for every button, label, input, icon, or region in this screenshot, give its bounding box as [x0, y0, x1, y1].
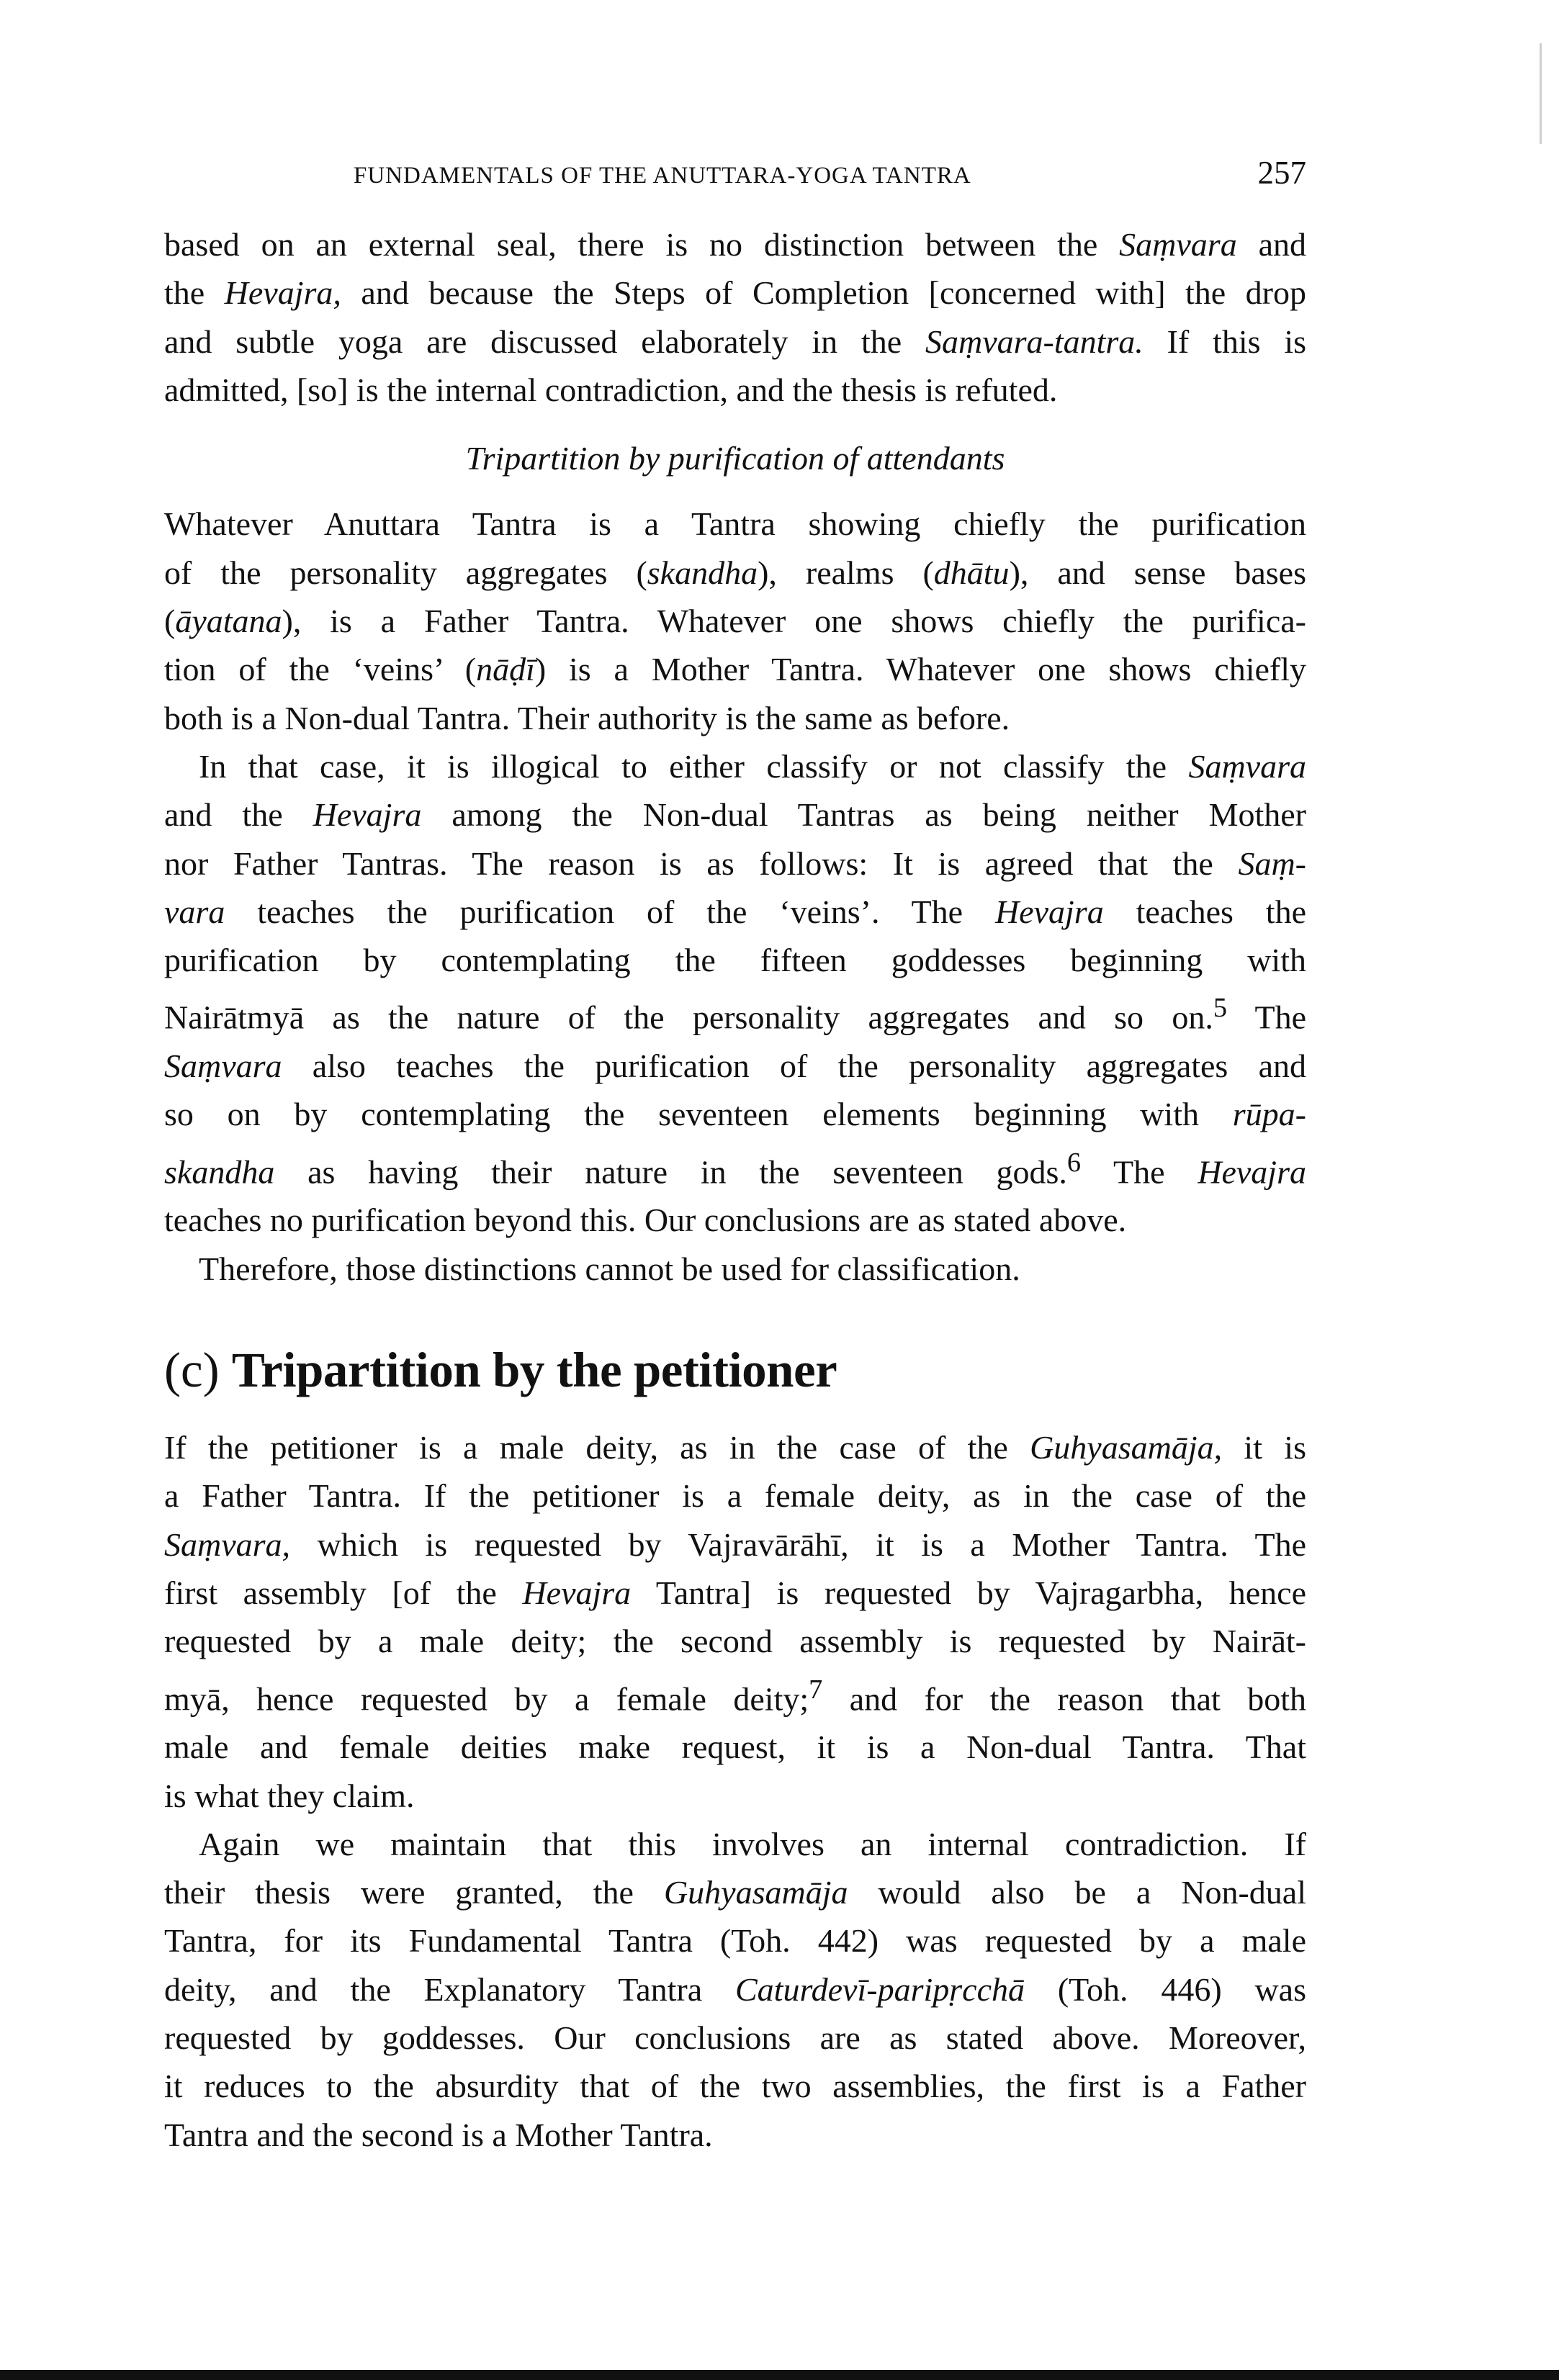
text-line: Saṃvara also teaches the purification of the personality aggregates and [164, 1047, 1306, 1085]
text-line: of the personality aggregates (skandha), realms (dhātu), and sense bases [164, 554, 1306, 591]
text-line: Tantra, for its Fundamental Tantra (Toh. 442) was requested by a male [164, 1922, 1306, 1960]
paragraph-contradiction [164, 1820, 1306, 2159]
text-line: their thesis were granted, the Guhyasamāja would also be a Non-dual [164, 1874, 1307, 1911]
text-line: and subtle yoga are discussed elaborately in the Saṃvara-tantra. If this is [164, 323, 1307, 360]
paragraph-classification [164, 742, 1306, 1245]
text-line: teaches no purification beyond this. Our conclusions are as stated above. [164, 1202, 1127, 1239]
text-line: myā, hence requested by a female deity;$^7$ and for the reason that both [164, 1674, 1306, 1717]
text-line: male and female deities make request, it is a Non-dual Tantra. That [164, 1728, 1306, 1766]
text-line: and the Hevajra among the Non-dual Tantras as being neither Mother [164, 796, 1306, 834]
text-line: deity, and the Explanatory Tantra Caturdevī-paripṛcchā (Toh. 446) was [164, 1970, 1307, 2008]
text-line: nor Father Tantras. The reason is as follows: It is agreed that the Saṃ- [164, 844, 1306, 882]
text-line: the Hevajra, and because the Steps of Completion [concerned with] the drop [164, 274, 1306, 312]
paragraph-continuation [164, 220, 1306, 414]
footnote-ref-5: 5 [1213, 993, 1228, 1024]
text-line: Tantra and the second is a Mother Tantra. [164, 2116, 713, 2153]
footnote-ref-6: 6 [1066, 1147, 1082, 1178]
text-line: (āyatana), is a Father Tantra. Whatever one shows chiefly the purifica- [164, 603, 1306, 640]
text-line: Therefore, those distinctions cannot be used for classification. [199, 1250, 1020, 1287]
text-line: Saṃvara, which is requested by Vajravārāhī, it is a Mother Tantra. The [164, 1525, 1306, 1563]
text-line: Again we maintain that this involves an internal contradiction. If [199, 1825, 1306, 1862]
text-line: Whatever Anuttara Tantra is a Tantra showing chiefly the purification [164, 505, 1306, 543]
scan-mark [1540, 43, 1542, 144]
paragraph-petitioner [164, 1423, 1306, 1820]
text-line: In that case, it is illogical to either classify or not classify the Saṃvara [199, 747, 1306, 785]
text-line: based on an external seal, there is no distinction between the Saṃvara and [164, 226, 1306, 263]
text-line: If the petitioner is a male deity, as in the case of the Guhyasamāja, it is [164, 1429, 1306, 1466]
text-line: Nairātmyā as the nature of the personality aggregates and so on.$^5$ The [164, 993, 1307, 1036]
text-line: admitted, [so] is the internal contradiction, and the thesis is refuted. [164, 371, 1058, 408]
paragraph-therefore [164, 1245, 1306, 1293]
text-line: first assembly [of the Hevajra Tantra] is requested by Vajragarbha, hence [164, 1574, 1306, 1612]
text-line: tion of the ‘veins’ (nāḍī) is a Mother Tantra. Whatever one shows chiefly [164, 651, 1306, 688]
page-header [164, 154, 1306, 197]
subheading: Tripartition by purification of attendants [465, 440, 1005, 477]
scan-edge [0, 2370, 1559, 2380]
text-line: vara teaches the purification of the ‘veins’. The Hevajra teaches the [164, 893, 1307, 930]
text-line: skandha as having their nature in the seventeen gods.$^6$ The Hevajra [164, 1147, 1306, 1190]
text-line: purification by contemplating the fifteen goddesses beginning with [164, 942, 1306, 979]
text-line: requested by a male deity; the second assembly is requested by Nairāt- [164, 1623, 1306, 1660]
paragraph-attendants [164, 500, 1306, 742]
text-line: so on by contemplating the seventeen elements beginning with rūpa- [164, 1096, 1306, 1133]
text-line: it reduces to the absurdity that of the two assemblies, the first is a Father [164, 2068, 1306, 2105]
text-line: is what they claim. [164, 1777, 415, 1814]
page-number: 257 [1257, 155, 1306, 191]
text-line: requested by goddesses. Our conclusions are as stated above. Moreover, [164, 2019, 1306, 2057]
text-line: a Father Tantra. If the petitioner is a female deity, as in the case of the [164, 1477, 1306, 1515]
body-text [164, 220, 1306, 2159]
section-heading: (c) Tripartition by the petitioner [164, 1342, 837, 1397]
footnote-ref-7: 7 [809, 1674, 823, 1705]
text-line: both is a Non-dual Tantra. Their authority is the same as before. [164, 699, 1010, 736]
running-head: FUNDAMENTALS OF THE ANUTTARA-YOGA TANTRA [354, 163, 971, 189]
